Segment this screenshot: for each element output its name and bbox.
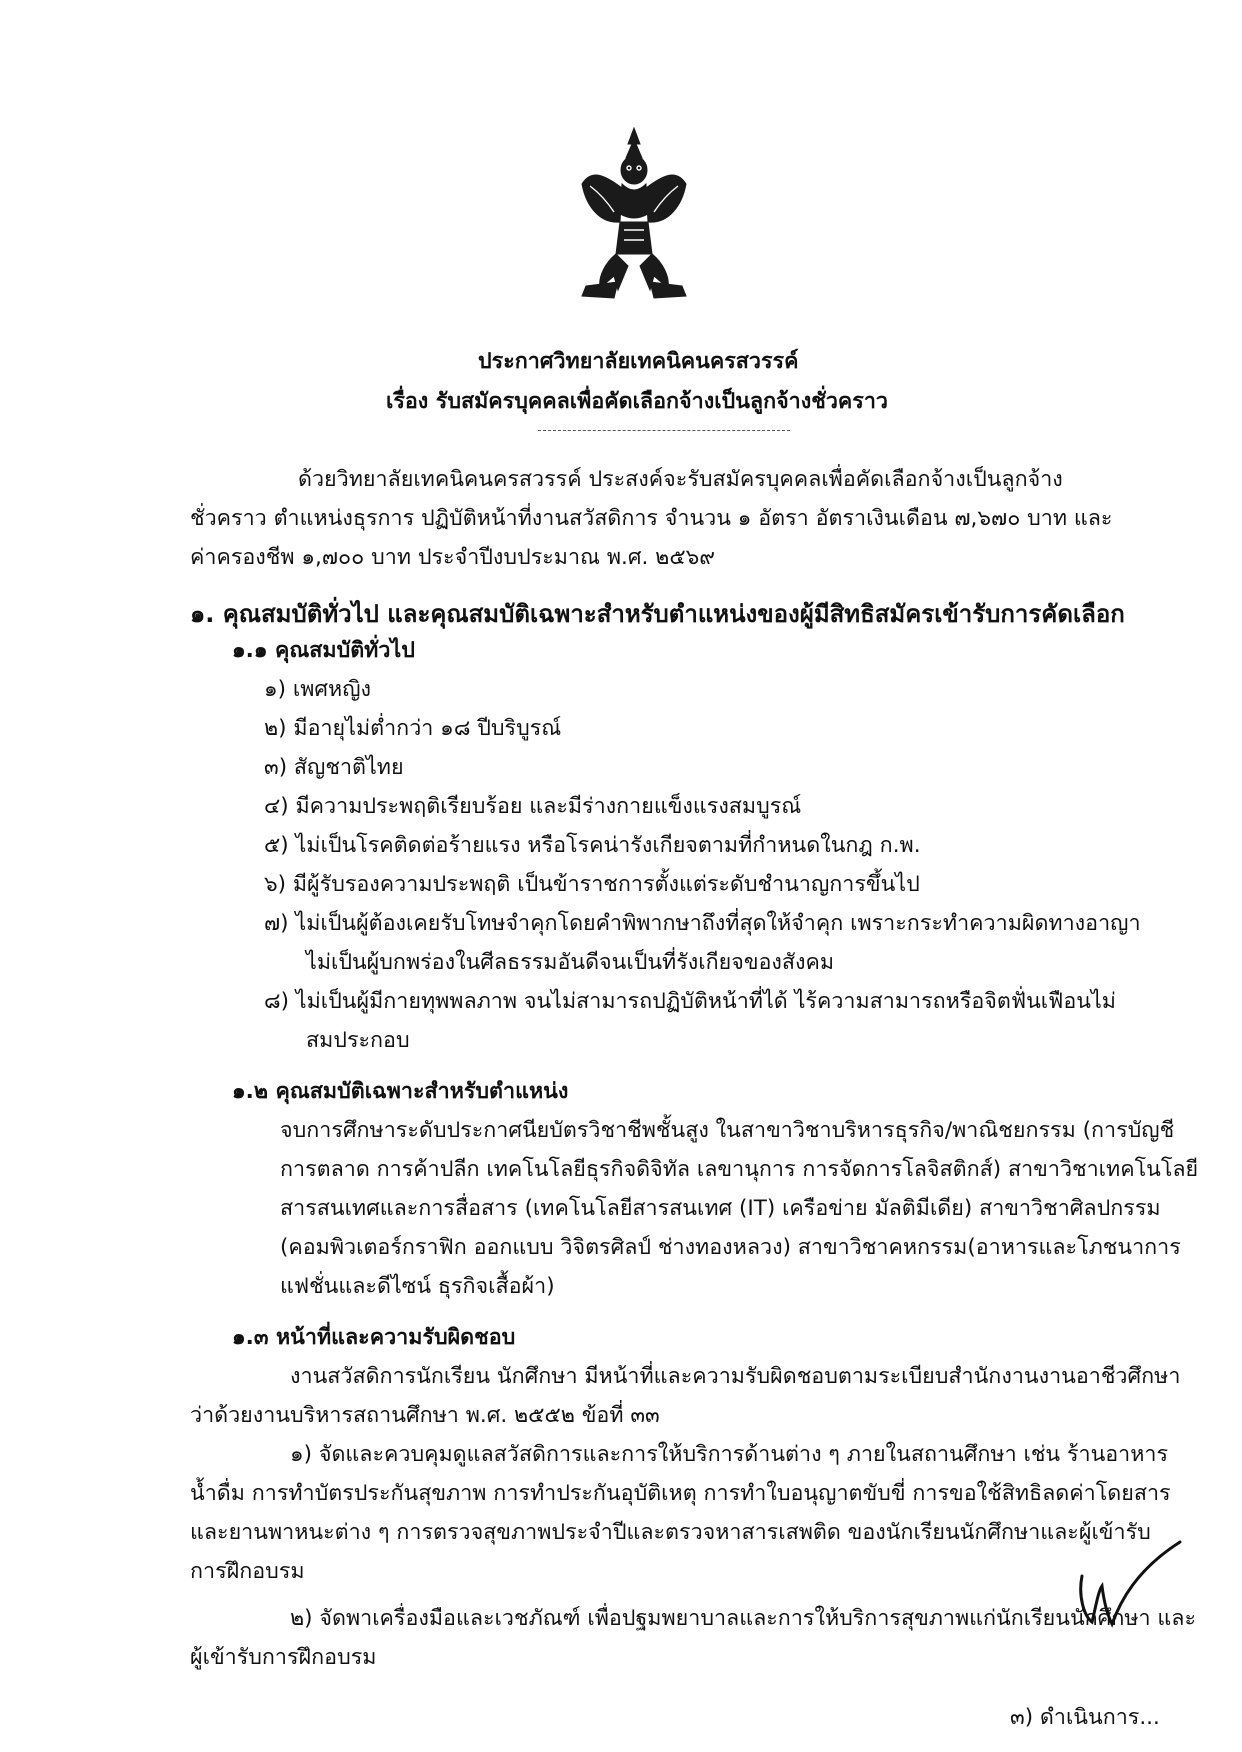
duty-line: และยานพาหนะต่าง ๆ การตรวจสุขภาพประจำปีและตรวจหาสารเสพติด ของนักเรียนนักศึกษาและผู้เข้ารับ xyxy=(190,1520,1151,1545)
qualification-item: ๕) ไม่เป็นโรคติดต่อร้ายแรง หรือโรคน่ารังเกียจตามที่กำหนดในกฎ ก.พ. xyxy=(264,833,921,858)
qualification-item: ๑) เพศหญิง xyxy=(264,677,372,702)
qualification-item: ๘) ไม่เป็นผู้มีกายทุพพลภาพ จนไม่สามารถปฏิบัติหน้าที่ได้ ไร้ความสามารถหรือจิตฟั่นเฟือนไม่ xyxy=(264,989,1116,1014)
duty-line: งานสวัสดิการนักเรียน นักศึกษา มีหน้าที่และความรับผิดชอบตามระเบียบสำนักงานงานอาชีวศึกษา xyxy=(290,1364,1181,1389)
specific-qualification-line: (คอมพิวเตอร์กราฟิก ออกแบบ วิจิตรศิลป์ ช่างทองหลวง) สาขาวิชาคหกรรม(อาหารและโภชนาการ xyxy=(280,1235,1181,1260)
qualification-item-continued: สมประกอบ xyxy=(306,1028,410,1053)
intro-line-3: ค่าครองชีพ ๑,๗๐๐ บาท ประจำปีงบประมาณ พ.ศ. ๒๕๖๙ xyxy=(190,545,715,570)
intro-line-2: ชั่วคราว ตำแหน่งธุรการ ปฏิบัติหน้าที่งานสวัสดิการ จำนวน ๑ อัตรา อัตราเงินเดือน ๗,๖๗๐ บาท และ xyxy=(190,506,1113,531)
qualification-item-continued: ไม่เป็นผู้บกพร่องในศีลธรรมอันดีจนเป็นที่รังเกียจของสังคม xyxy=(306,950,835,975)
document-subject: เรื่อง รับสมัครบุคคลเพื่อคัดเลือกจ้างเป็นลูกจ้างชั่วคราว xyxy=(386,389,888,414)
duty-line: ๒) จัดพาเครื่องมือและเวชภัณฑ์ เพื่อปฐมพยาบาลและการให้บริการสุขภาพแก่นักเรียนนักศึกษา และ xyxy=(290,1606,1197,1631)
qualification-item: ๓) สัญชาติไทย xyxy=(264,755,404,780)
section-1-heading: ๑. คุณสมบัติทั่วไป และคุณสมบัติเฉพาะสำหรับตำแหน่งของผู้มีสิทธิสมัครเข้ารับการคัดเลือก xyxy=(190,600,1125,628)
specific-qualification-line: แฟชั่นและดีไซน์ ธุรกิจเสื้อผ้า) xyxy=(280,1274,555,1299)
specific-qualification-line: การตลาด การค้าปลีก เทคโนโลยีธุรกิจดิจิทัล เลขานุการ การจัดการโลจิสติกส์) สาขาวิชาเทคโนโลยี xyxy=(280,1157,1199,1182)
qualification-item: ๖) มีผู้รับรองความประพฤติ เป็นข้าราชการตั้งแต่ระดับชำนาญการขึ้นไป xyxy=(264,872,920,897)
qualification-item: ๔) มีความประพฤติเรียบร้อย และมีร่างกายแข็งแรงสมบูรณ์ xyxy=(264,794,802,819)
duty-line: ๑) จัดและควบคุมดูแลสวัสดิการและการให้บริการด้านต่าง ๆ ภายในสถานศึกษา เช่น ร้านอาหาร xyxy=(290,1442,1169,1467)
section-1-1-heading: ๑.๑ คุณสมบัติทั่วไป xyxy=(232,638,415,663)
garuda-emblem-icon xyxy=(578,126,690,302)
specific-qualification-line: สารสนเทศและการสื่อสาร (เทคโนโลยีสารสนเทศ (IT) เครือข่าย มัลติมีเดีย) สาขาวิชาศิลปกรรม xyxy=(280,1196,1161,1221)
duty-line: การฝึกอบรม xyxy=(190,1559,305,1584)
document-title: ประกาศวิทยาลัยเทคนิคนครสวรรค์ xyxy=(478,349,799,374)
section-1-3-heading: ๑.๓ หน้าที่และความรับผิดชอบ xyxy=(232,1325,516,1350)
specific-qualification-line: จบการศึกษาระดับประกาศนียบัตรวิชาชีพชั้นสูง ในสาขาวิชาบริหารธุรกิจ/พาณิชยกรรม (การบัญชี xyxy=(280,1118,1175,1143)
title-rule xyxy=(538,430,790,431)
intro-line-1: ด้วยวิทยาลัยเทคนิคนครสวรรค์ ประสงค์จะรับสมัครบุคคลเพื่อคัดเลือกจ้างเป็นลูกจ้าง xyxy=(298,467,1063,492)
section-1-2-heading: ๑.๒ คุณสมบัติเฉพาะสำหรับตำแหน่ง xyxy=(232,1079,569,1104)
qualification-item: ๗) ไม่เป็นผู้ต้องเคยรับโทษจำคุกโดยคำพิพากษาถึงที่สุดให้จำคุก เพราะกระทำความผิดทางอาญา xyxy=(264,911,1141,936)
duty-line: ผู้เข้ารับการฝึกอบรม xyxy=(190,1645,377,1670)
continued-marker: ๓) ดำเนินการ... xyxy=(1010,1705,1160,1730)
duty-line: น้ำดื่ม การทำบัตรประกันสุขภาพ การทำประกันอุบัติเหตุ การทำใบอนุญาตขับขี่ การขอใช้สิทธิลดค่าโดยสาร xyxy=(190,1481,1171,1506)
qualification-item: ๒) มีอายุไม่ต่ำกว่า ๑๘ ปีบริบูรณ์ xyxy=(264,716,562,741)
duty-line: ว่าด้วยงานบริหารสถานศึกษา พ.ศ. ๒๕๕๒ ข้อที่ ๓๓ xyxy=(190,1403,660,1428)
signature-initials-icon xyxy=(1072,1536,1184,1632)
